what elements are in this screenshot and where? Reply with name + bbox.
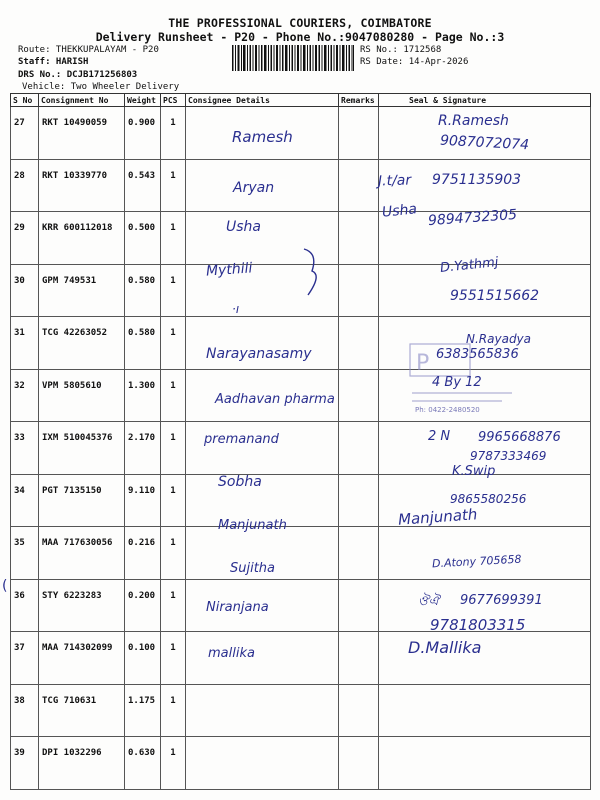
handwritten-name: Narayanasamy <box>206 346 312 362</box>
cell-sno: 27 <box>11 107 39 160</box>
rs-date: RS Date: 14-Apr-2026 <box>360 57 469 67</box>
handwritten-name: Manjunath <box>218 518 287 533</box>
cell-consignment: PGT 7135150 <box>39 474 125 527</box>
cell-consignment: MAA 714302099 <box>39 632 125 685</box>
cell-consignee <box>186 684 339 737</box>
handwritten-name: premanand <box>204 432 279 447</box>
cell-consignment: TCG 42263052 <box>39 317 125 370</box>
cell-weight: 0.543 <box>125 159 161 212</box>
cell-pcs: 1 <box>161 422 186 475</box>
table-row <box>11 684 591 737</box>
handwritten-name: Aadhavan pharma <box>215 392 335 407</box>
signature: Manjunath <box>397 505 478 529</box>
cell-sno: 38 <box>11 684 39 737</box>
cell-remarks <box>339 107 379 160</box>
cell-weight: 9.110 <box>125 474 161 527</box>
cell-pcs: 1 <box>161 212 186 265</box>
cell-remarks <box>339 264 379 317</box>
cell-pcs: 1 <box>161 159 186 212</box>
handwritten-name: Mythili <box>205 260 253 280</box>
staff-label: Staff: HARISH <box>18 57 89 67</box>
rs-number: RS No.: 1712568 <box>360 45 442 55</box>
cell-signature <box>379 684 591 737</box>
cell-sno: 28 <box>11 159 39 212</box>
cell-signature <box>379 527 591 580</box>
handwritten-name: Ramesh <box>232 128 293 146</box>
cell-remarks <box>339 317 379 370</box>
col-sno: S No <box>11 94 39 107</box>
cell-remarks <box>339 579 379 632</box>
company-title: THE PROFESSIONAL COURIERS, COIMBATORE <box>168 16 432 30</box>
route-label: Route: THEKKUPALAYAM - P20 <box>18 45 159 55</box>
cell-weight: 1.300 <box>125 369 161 422</box>
handwritten-name: Niranjana <box>206 600 269 615</box>
signature-phone: 9781803315 <box>430 616 526 634</box>
signature: 2 N <box>428 429 451 444</box>
cell-consignment: IXM 510045376 <box>39 422 125 475</box>
cell-pcs: 1 <box>161 684 186 737</box>
cell-pcs: 1 <box>161 107 186 160</box>
signature-phone: 9787333469 <box>470 449 547 463</box>
bracket-mark-icon <box>300 245 324 299</box>
cell-pcs: 1 <box>161 737 186 790</box>
cell-remarks <box>339 369 379 422</box>
signature: D.Atony 705658 <box>431 552 522 571</box>
cell-pcs: 1 <box>161 264 186 317</box>
cell-consignee <box>186 422 339 475</box>
cell-pcs: 1 <box>161 527 186 580</box>
drs-label: DRS No.: DCJB171256803 <box>18 70 138 80</box>
cell-remarks <box>339 632 379 685</box>
signature: J.t/ar <box>377 172 412 190</box>
cell-remarks <box>339 527 379 580</box>
table-row <box>11 632 591 685</box>
cell-weight: 0.580 <box>125 317 161 370</box>
signature-phone: 9965668876 <box>478 430 561 445</box>
vehicle-label: Vehicle: Two Wheeler Delivery <box>22 82 180 92</box>
cell-consignment: GPM 749531 <box>39 264 125 317</box>
col-consignee: Consignee Details <box>186 94 339 107</box>
cell-weight: 0.500 <box>125 212 161 265</box>
cell-consignment: KRR 600112018 <box>39 212 125 265</box>
signature-phone: 9751135903 <box>432 172 522 188</box>
col-signature: Seal & Signature <box>379 94 591 107</box>
signature: K.Swip <box>452 464 496 479</box>
cell-pcs: 1 <box>161 632 186 685</box>
cell-weight: 0.216 <box>125 527 161 580</box>
handwritten-name: Aryan <box>233 180 275 196</box>
cell-sno: 34 <box>11 474 39 527</box>
cell-sno: 35 <box>11 527 39 580</box>
cell-consignment: STY 6223283 <box>39 579 125 632</box>
signature: R.Ramesh <box>438 113 509 129</box>
cell-consignment: TCG 710631 <box>39 684 125 737</box>
cell-weight: 0.630 <box>125 737 161 790</box>
cell-remarks <box>339 474 379 527</box>
cell-weight: 0.100 <box>125 632 161 685</box>
cell-weight: 0.580 <box>125 264 161 317</box>
signature-phone: 9087072074 <box>439 132 530 154</box>
signature-phone: 9865580256 <box>450 492 527 506</box>
cell-consignment: RKT 10339770 <box>39 159 125 212</box>
cell-pcs: 1 <box>161 369 186 422</box>
cell-sno: 32 <box>11 369 39 422</box>
cell-remarks <box>339 159 379 212</box>
signature-phone: 6383565836 <box>436 347 519 362</box>
table-row <box>11 737 591 790</box>
cell-sno: 37 <box>11 632 39 685</box>
signature: Usha <box>381 201 418 221</box>
signature: ঔঐ <box>418 594 440 609</box>
handwritten-name: Usha <box>226 219 261 235</box>
cell-pcs: 1 <box>161 317 186 370</box>
handwritten-name: Sujitha <box>230 561 276 576</box>
svg-text:P: P <box>416 351 430 376</box>
handwritten-mark-icon: ·ı <box>232 302 240 316</box>
signature-phone: 9551515662 <box>450 288 540 304</box>
cell-sno: 31 <box>11 317 39 370</box>
signature-phone: 9894732305 <box>427 206 518 230</box>
cell-consignment: RKT 10490059 <box>39 107 125 160</box>
handwritten-name: mallika <box>208 646 255 661</box>
cell-remarks <box>339 684 379 737</box>
cell-sno: 29 <box>11 212 39 265</box>
cell-consignment: MAA 717630056 <box>39 527 125 580</box>
cell-sno: 36 <box>11 579 39 632</box>
col-weight: Weight <box>125 94 161 107</box>
col-pcs: PCS <box>161 94 186 107</box>
cell-weight: 2.170 <box>125 422 161 475</box>
cell-weight: 0.900 <box>125 107 161 160</box>
stamp-phone-text: Ph: 0422-2480520 <box>415 406 480 414</box>
table-header-row <box>11 94 591 107</box>
handwritten-name: Sobha <box>218 474 262 490</box>
margin-mark-icon: ( <box>2 578 8 594</box>
signature: 4 By 12 <box>432 375 482 390</box>
cell-weight: 1.175 <box>125 684 161 737</box>
signature: D.Mallika <box>408 638 482 657</box>
cell-weight: 0.200 <box>125 579 161 632</box>
cell-pcs: 1 <box>161 579 186 632</box>
signature: N.Rayadya <box>466 332 532 346</box>
cell-remarks <box>339 422 379 475</box>
cell-sno: 39 <box>11 737 39 790</box>
cell-remarks <box>339 212 379 265</box>
cell-signature <box>379 737 591 790</box>
cell-consignment: VPM 5805610 <box>39 369 125 422</box>
runsheet-subtitle: Delivery Runsheet - P20 - Phone No.:9047080280 - Page No.:3 <box>95 30 505 44</box>
cell-pcs: 1 <box>161 474 186 527</box>
cell-consignment: DPI 1032296 <box>39 737 125 790</box>
cell-sno: 30 <box>11 264 39 317</box>
signature-phone: 9677699391 <box>460 593 543 608</box>
barcode-icon <box>232 45 354 71</box>
col-remarks: Remarks <box>339 94 379 107</box>
cell-consignee <box>186 737 339 790</box>
cell-sno: 33 <box>11 422 39 475</box>
signature: D.Yathmj <box>439 254 500 277</box>
col-consignment: Consignment No <box>39 94 125 107</box>
cell-remarks <box>339 737 379 790</box>
